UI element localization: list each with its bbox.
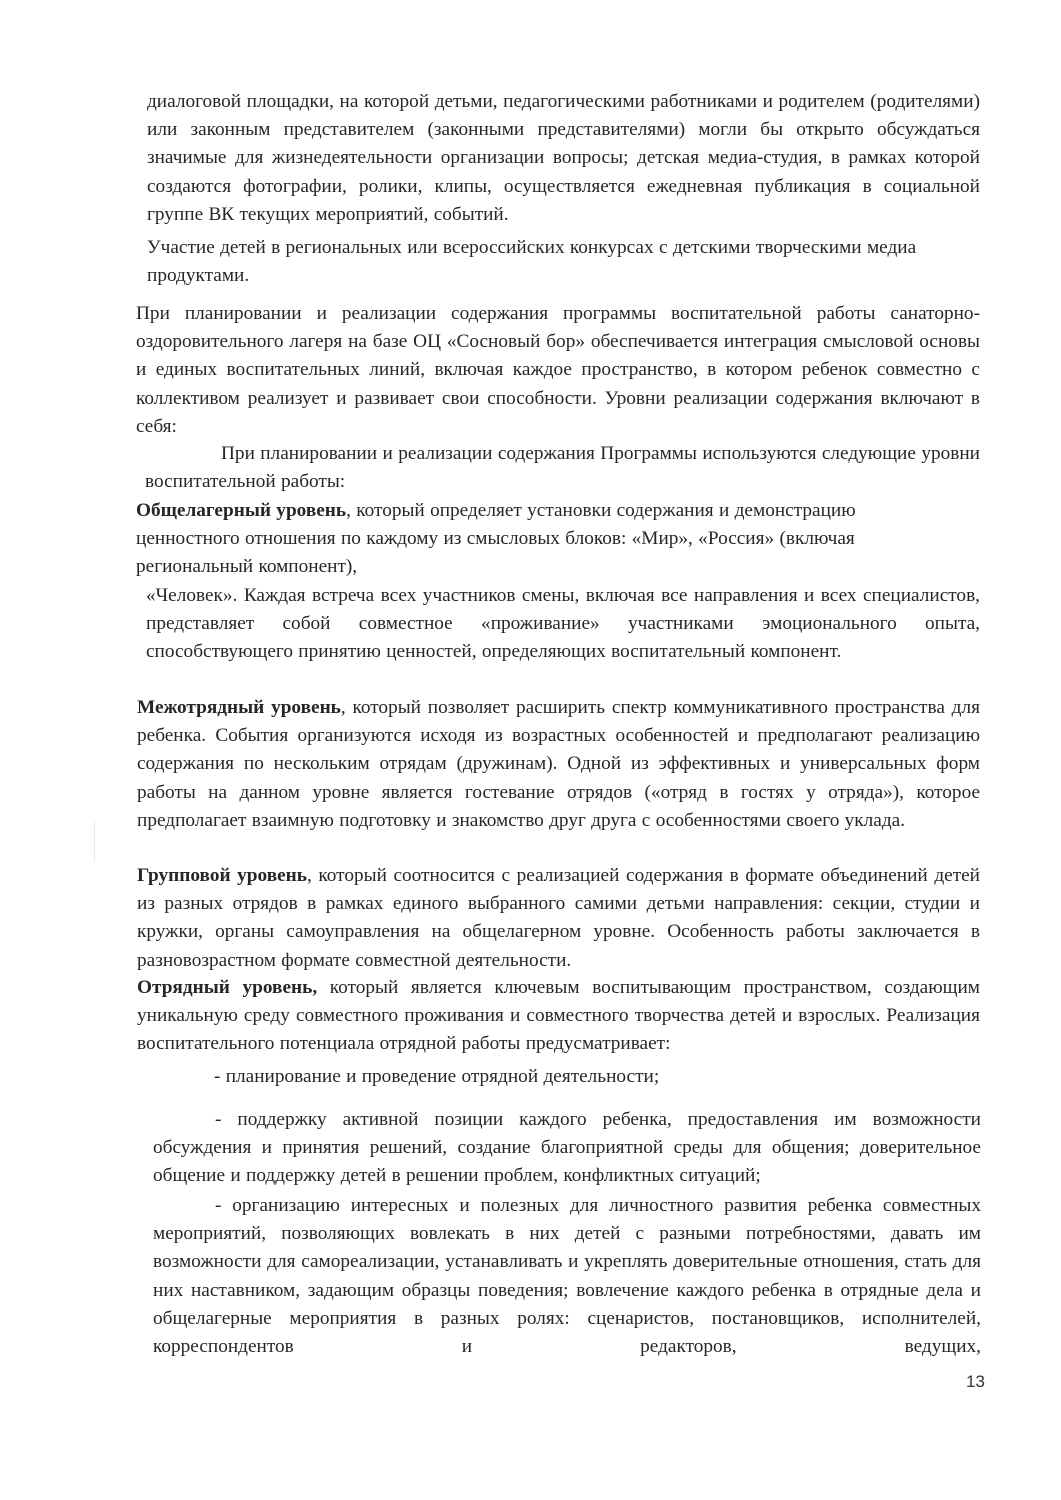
paragraph-text: , который определяет установки содержания и демонстрацию ценностного отношения по каждому из смысловых блоков: «Мир», «Россия» (включая региональный компонент), (136, 500, 856, 578)
paragraph-camp-level (136, 497, 956, 582)
paragraph-levels-intro (145, 440, 980, 496)
paragraph-squad-level (137, 974, 980, 1059)
heading-camp-level: Общелагерный уровень (136, 500, 347, 521)
paragraph-text: «Человек». Каждая встреча всех участников смены, включая все направления и всех специалистов, представляет собой совместное «проживание» участниками эмоционального опыта, способствующего принятию ценностей, определяющих воспитательный компонент. (146, 585, 980, 663)
paragraph-inter-squad-level (137, 694, 980, 835)
paragraph-text: , который позволяет расширить спектр коммуникативного пространства для ребенка. События организуются исходя из возрастных особенностей и предполагают реализацию содержания по нескольким отрядам (дружинам). Одной из эффективных и универсальных форм работы на данном уровне является гостевание отрядов («отряд в гостях у отряда»), которое предполагает взаимную подготовку и знакомство друг друга с особенностями своего уклада. (137, 697, 980, 831)
paragraph-contests (147, 234, 967, 290)
paragraph-planning-integration (136, 300, 980, 441)
list-item-text: - поддержку активной позиции каждого ребенка, предоставления им возможности обсуждения и принятия решений, создание благоприятной среды для общения; доверительное общение и поддержку детей в решении проблем, конфликтных ситуаций; (153, 1109, 981, 1187)
paragraph-text: При планировании и реализации содержания программы воспитательной работы санаторно-оздоровительного лагеря на базе ОЦ «Сосновый бор» обеспечивается интеграция смысловой основы и единых воспитательных линий, включая каждое пространство, в котором ребенок совместно с коллективом реализует и развивает свои способности. Уровни реализации содержания включают в себя: (136, 303, 980, 437)
paragraph-text: который является ключевым воспитывающим пространством, создающим уникальную среду совместного проживания и совместного творчества детей и взрослых. Реализация воспитательного потенциала отрядной работы предусматривает: (137, 977, 980, 1055)
heading-group-level: Групповой уровень (137, 865, 307, 886)
paragraph-human-block (146, 582, 980, 667)
paragraph-text: , который соотносится с реализацией содержания в формате объединений детей из разных отрядов в рамках единого выбранного самими детьми направления: секции, студии и кружки, органы самоуправления на общелагерном уровне. Особенность работы заключается в разновозрастном формате совместной деятельности. (137, 865, 980, 971)
list-item-support (153, 1106, 981, 1191)
list-item-text: - организацию интересных и полезных для личностного развития ребенка совместных мероприятий, позволяющих вовлекать в них детей с разными потребностями, давать им возможности для самореализации, устанавливать и укреплять доверительные отношения, стать для них наставником, задающим образцы поведения; вовлечение каждого ребенка в отрядные дела и общелагерные мероприятия в разных ролях: сценаристов, постановщиков, исполнителей, корреспондентов и редакторов, ведущих, (153, 1195, 981, 1358)
paragraph-text: При планировании и реализации содержания Программы используются следующие уровни воспитательной работы: (145, 443, 980, 493)
paragraph-text: диалоговой площадки, на которой детьми, педагогическими работниками и родителем (родителями) или законным представителем (законными представителями) могли бы открыто обсуждаться значимые для жизнедеятельности организации вопросы; детская медиа-студия, в рамках которой создаются фотографии, ролики, клипы, осуществляется ежедневная публикация в социальной группе ВК текущих мероприятий, событий. (147, 91, 980, 225)
list-item-text: - планирование и проведение отрядной деятельности; (214, 1066, 660, 1087)
heading-inter-squad-level: Межотрядный уровень (137, 697, 341, 718)
paragraph-dialog-platform (147, 88, 980, 229)
list-item-planning (214, 1063, 974, 1091)
paragraph-group-level (137, 862, 980, 975)
list-item-organization (153, 1192, 981, 1361)
scan-mark (94, 822, 95, 862)
heading-squad-level: Отрядный уровень, (137, 977, 318, 998)
paragraph-text: Участие детей в региональных или всероссийских конкурсах с детскими творческими медиа продуктами. (147, 237, 917, 287)
page-number: 13 (966, 1372, 985, 1391)
